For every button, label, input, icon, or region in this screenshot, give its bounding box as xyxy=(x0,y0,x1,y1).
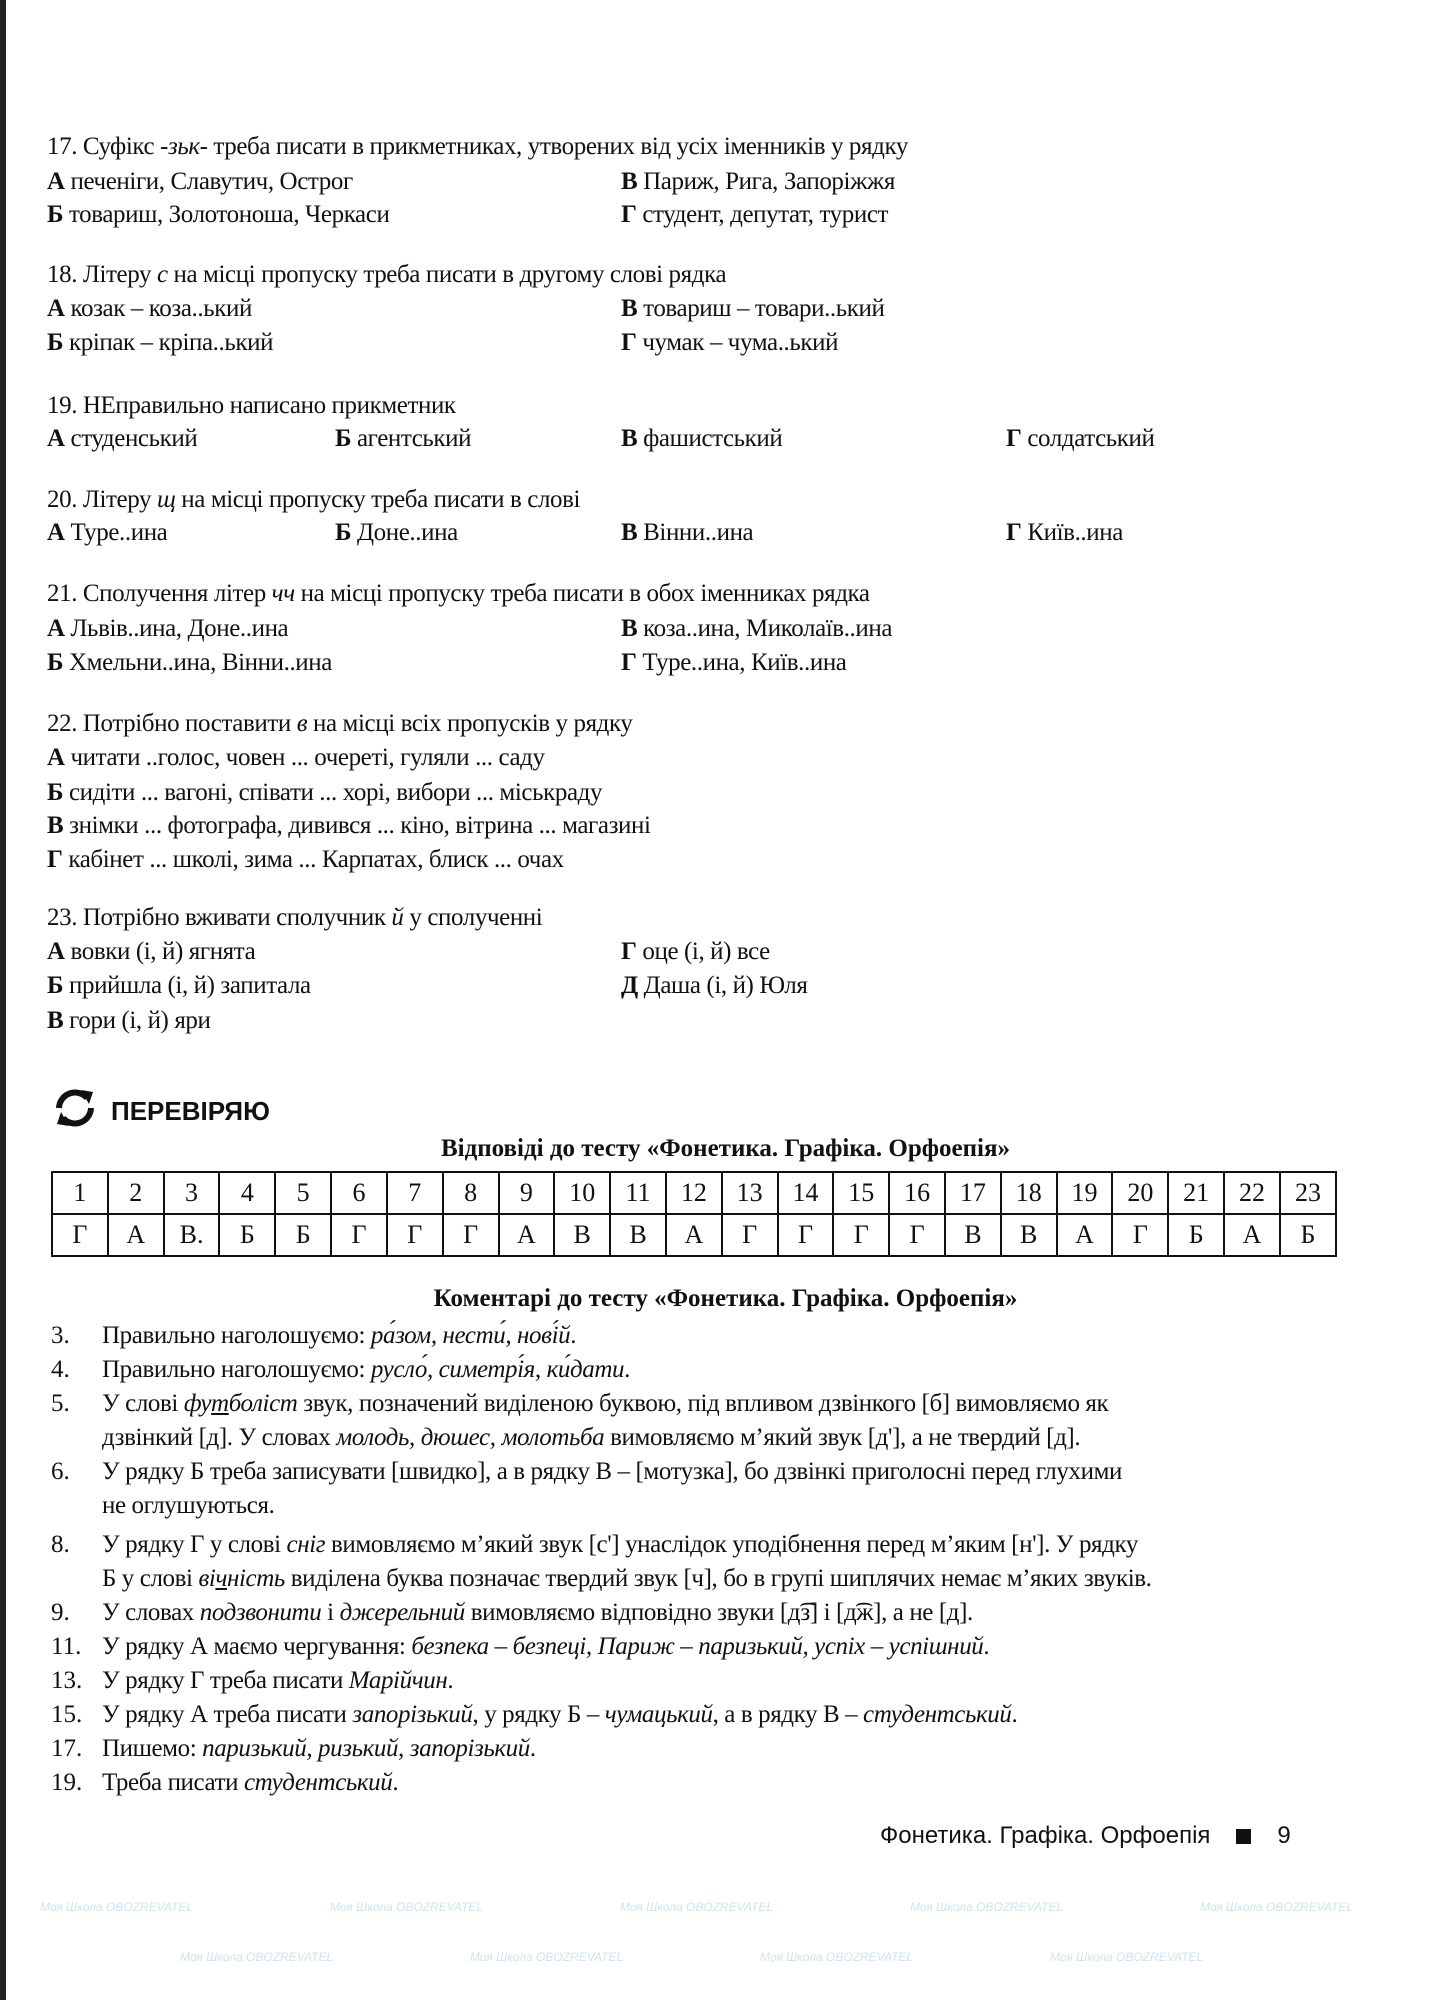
text-segment: на місці всіх пропусків у рядку xyxy=(307,710,633,737)
text-segment: . xyxy=(392,1769,399,1796)
watermark-text: Моя Школа OBOZREVATEL xyxy=(760,1950,914,1964)
text-segment: 19. НЕправильно написано прикметник xyxy=(47,392,456,419)
answer-number: 5 xyxy=(275,1172,331,1214)
answer-letter: А xyxy=(1224,1214,1280,1256)
text-segment: молодь, дюшес, молотьба xyxy=(336,1424,605,1451)
option-text: кріпак – кріпа..ький xyxy=(63,329,274,356)
comment-line xyxy=(102,1321,576,1351)
answer-option xyxy=(47,518,167,548)
text-segment: русло́, симетрі́я, ки́дати xyxy=(370,1356,625,1383)
option-letter: Г xyxy=(621,201,637,228)
text-segment: У слові xyxy=(102,1390,184,1417)
text-segment: на місці пропуску треба писати в слові xyxy=(175,486,581,513)
answer-letter: Б xyxy=(1280,1214,1336,1256)
option-letter: В xyxy=(621,425,638,452)
option-letter: Б xyxy=(47,649,64,676)
option-letter: Г xyxy=(621,329,637,356)
underlined-letter: ч xyxy=(215,1565,227,1592)
answer-letter: Г xyxy=(778,1214,834,1256)
answer-number: 15 xyxy=(833,1172,889,1214)
text-segment: джерельний xyxy=(339,1599,465,1626)
comment-number: 3. xyxy=(51,1322,70,1349)
option-letter: В xyxy=(621,168,638,195)
option-letter: Д xyxy=(621,972,638,999)
comment-line xyxy=(102,1530,1138,1560)
option-text: Вінни..ина xyxy=(637,519,754,546)
answer-option xyxy=(621,937,770,967)
text-segment: , а в рядку В – xyxy=(712,1701,864,1728)
watermark-text: Моя Школа OBOZREVATEL xyxy=(1200,1900,1354,1914)
answer-number: 8 xyxy=(443,1172,499,1214)
option-text: агентський xyxy=(351,425,472,452)
text-segment: У рядку Б треба записувати [швидко], а в рядку В – [мотузка], бо дзвінкі приголосні перед глухими xyxy=(102,1458,1122,1485)
answer-option xyxy=(1006,424,1155,454)
page-footer xyxy=(880,1822,1291,1850)
answer-option xyxy=(47,424,197,454)
option-text: Даша (і, й) Юля xyxy=(637,972,808,999)
square-bullet-icon xyxy=(1236,1829,1251,1844)
option-text: студенський xyxy=(64,425,198,452)
text-segment: вимовляємо відповідно звуки [д͡з] і [д͡ж], а не [д]. xyxy=(464,1599,973,1626)
answer-option xyxy=(621,648,847,678)
comments-title: Коментарі до тесту «Фонетика. Графіка. Орфоепія» xyxy=(433,1285,1018,1312)
answer-number: 16 xyxy=(889,1172,945,1214)
answer-letter: Г xyxy=(1112,1214,1168,1256)
answer-letter: Б xyxy=(1168,1214,1224,1256)
answer-option xyxy=(47,743,545,773)
answer-option xyxy=(47,1006,211,1036)
underlined-letter: т xyxy=(211,1390,229,1417)
refresh-cycle-icon xyxy=(51,1086,99,1137)
option-text: Київ..ина xyxy=(1021,519,1123,546)
answer-option xyxy=(47,778,602,808)
question-stem xyxy=(47,260,726,290)
answer-number: 10 xyxy=(554,1172,610,1214)
text-segment xyxy=(211,1390,229,1417)
option-letter: А xyxy=(47,295,65,322)
check-heading xyxy=(51,1086,270,1137)
comment-number: 5. xyxy=(51,1390,70,1417)
option-letter: Б xyxy=(47,972,64,999)
comment-line xyxy=(102,1666,453,1696)
option-letter: А xyxy=(47,938,65,965)
option-letter: В xyxy=(621,295,638,322)
answer-letter: Г xyxy=(443,1214,499,1256)
check-heading-label: ПЕРЕВІРЯЮ xyxy=(111,1096,270,1126)
answer-option xyxy=(47,845,564,875)
option-text: Львів..ина, Доне..ина xyxy=(64,615,289,642)
text-segment: У рядку А треба писати xyxy=(102,1701,353,1728)
text-segment: чч xyxy=(271,580,295,607)
answer-option xyxy=(47,167,353,197)
comment-line xyxy=(102,1423,1080,1453)
text-segment: й xyxy=(391,904,404,931)
answer-number: 20 xyxy=(1112,1172,1168,1214)
comment-number: 19. xyxy=(51,1769,83,1796)
answers-title: Відповіді до тесту «Фонетика. Графіка. Орфоепія» xyxy=(440,1135,1011,1162)
answer-option xyxy=(335,424,471,454)
answer-number: 1 xyxy=(52,1172,108,1214)
text-segment: вимовляємо м’який звук [д'], а не твердий [д]. xyxy=(604,1424,1081,1451)
text-segment: не оглушуються. xyxy=(102,1492,275,1519)
option-letter: Б xyxy=(335,425,352,452)
answers-numbers-row xyxy=(52,1172,1336,1214)
text-segment: , у рядку Б – xyxy=(472,1701,605,1728)
option-text: вовки (і, й) ягнята xyxy=(64,938,256,965)
text-segment: Марійчин xyxy=(348,1667,448,1694)
text-segment: . xyxy=(1011,1701,1018,1728)
text-segment xyxy=(215,1565,227,1592)
option-text: гори (і, й) яри xyxy=(63,1007,211,1034)
option-text: Париж, Рига, Запоріжжя xyxy=(637,168,895,195)
text-segment: студентський xyxy=(863,1701,1012,1728)
text-segment: с xyxy=(156,261,168,288)
option-text: Доне..ина xyxy=(351,519,458,546)
option-text: чумак – чума..ький xyxy=(636,329,839,356)
option-text: прийшла (і, й) запитала xyxy=(63,972,311,999)
option-text: читати ..голос, човен ... очереті, гуляли ... саду xyxy=(64,744,545,771)
answer-option xyxy=(621,200,888,230)
watermark-text: Моя Школа OBOZREVATEL xyxy=(910,1900,1064,1914)
comment-line xyxy=(102,1700,1017,1730)
option-letter: Г xyxy=(621,938,637,965)
text-segment: 23. Потрібно вживати сполучник xyxy=(47,904,392,931)
text-segment: 21. Сполучення літер xyxy=(47,580,272,607)
option-text: Хмельни..ина, Вінни..ина xyxy=(63,649,332,676)
comment-line xyxy=(102,1734,536,1764)
answer-letter: А xyxy=(499,1214,555,1256)
option-letter: Б xyxy=(47,779,64,806)
text-segment: щ xyxy=(156,486,176,513)
text-segment: Пишемо: xyxy=(102,1735,203,1762)
text-segment: - треба писати в прикметниках, утворених від усіх іменників у рядку xyxy=(199,133,908,160)
answer-number: 21 xyxy=(1168,1172,1224,1214)
answer-number: 14 xyxy=(778,1172,834,1214)
answer-option xyxy=(47,937,255,967)
answers-table xyxy=(51,1171,1337,1257)
comment-line xyxy=(102,1389,1108,1419)
answer-letter: А xyxy=(1057,1214,1113,1256)
answers-letters-row xyxy=(52,1214,1336,1256)
text-segment: боліст xyxy=(228,1390,298,1417)
answer-option xyxy=(621,328,838,358)
page-number: 9 xyxy=(1277,1822,1291,1849)
answer-number: 12 xyxy=(666,1172,722,1214)
option-text: кабінет ... школі, зима ... Карпатах, блиск ... очах xyxy=(62,846,564,873)
watermark-text: Моя Школа OBOZREVATEL xyxy=(180,1950,334,1964)
option-text: Туре..ина xyxy=(64,519,168,546)
answer-number: 6 xyxy=(331,1172,387,1214)
watermark-text: Моя Школа OBOZREVATEL xyxy=(470,1950,624,1964)
option-text: товариш – товари..ький xyxy=(637,295,885,322)
answer-letter: Г xyxy=(52,1214,108,1256)
question-stem xyxy=(47,579,870,609)
option-text: студент, депутат, турист xyxy=(636,201,889,228)
question-stem xyxy=(47,132,908,162)
answer-option xyxy=(47,971,311,1001)
answer-number: 13 xyxy=(722,1172,778,1214)
watermark-text: Моя Школа OBOZREVATEL xyxy=(40,1900,194,1914)
answer-number: 19 xyxy=(1057,1172,1113,1214)
answer-number: 23 xyxy=(1280,1172,1336,1214)
text-segment: ність xyxy=(226,1565,285,1592)
answer-option xyxy=(47,294,252,324)
text-segment: . xyxy=(570,1322,577,1349)
answer-option xyxy=(47,811,651,841)
answer-letter: Б xyxy=(275,1214,331,1256)
option-text: товариш, Золотоноша, Черкаси xyxy=(63,201,390,228)
answer-option xyxy=(621,971,807,1001)
option-letter: Г xyxy=(1006,425,1022,452)
text-segment: Правильно наголошуємо: xyxy=(102,1356,371,1383)
answer-letter: Г xyxy=(387,1214,443,1256)
option-letter: А xyxy=(47,168,65,195)
option-letter: А xyxy=(47,744,65,771)
text-segment: безпека – безпеці, Париж – паризький, успіх – успішний xyxy=(411,1633,984,1660)
comment-line xyxy=(102,1768,398,1798)
text-segment: . xyxy=(529,1735,536,1762)
comment-number: 17. xyxy=(51,1735,83,1762)
question-stem xyxy=(47,903,542,933)
comment-line xyxy=(102,1457,1122,1487)
text-segment: . xyxy=(624,1356,630,1383)
question-stem xyxy=(47,391,456,421)
answer-number: 9 xyxy=(499,1172,555,1214)
option-letter: А xyxy=(47,519,65,546)
answer-number: 11 xyxy=(610,1172,666,1214)
comment-line xyxy=(102,1598,973,1628)
text-segment: студентський xyxy=(243,1769,393,1796)
answer-number: 7 xyxy=(387,1172,443,1214)
answer-option xyxy=(47,328,273,358)
answer-option xyxy=(621,614,892,644)
answer-letter: Г xyxy=(833,1214,889,1256)
option-letter: В xyxy=(47,812,64,839)
answer-option xyxy=(47,200,389,230)
answer-number: 17 xyxy=(945,1172,1001,1214)
text-segment: на місці пропуску треба писати в другому слові рядка xyxy=(167,261,727,288)
text-segment: У рядку Г у слові xyxy=(102,1531,287,1558)
option-letter: Б xyxy=(47,201,64,228)
answer-number: 3 xyxy=(164,1172,220,1214)
option-letter: А xyxy=(47,425,65,452)
text-segment: . xyxy=(447,1667,454,1694)
option-text: коза..ина, Миколаїв..ина xyxy=(637,615,893,642)
text-segment: Треба писати xyxy=(102,1769,244,1796)
question-stem xyxy=(47,709,633,739)
text-segment: 20. Літеру xyxy=(47,486,157,513)
answer-letter: Г xyxy=(722,1214,778,1256)
answer-letter: А xyxy=(666,1214,722,1256)
option-text: фашистський xyxy=(637,425,783,452)
answer-option xyxy=(621,167,895,197)
text-segment: 17. Суфікс - xyxy=(47,133,168,160)
answer-letter: В. xyxy=(164,1214,220,1256)
text-segment: 18. Літеру xyxy=(47,261,157,288)
text-segment: в xyxy=(296,710,308,737)
text-segment: дзвінкий [д]. У словах xyxy=(102,1424,337,1451)
option-letter: В xyxy=(621,615,638,642)
answer-letter: В xyxy=(945,1214,1001,1256)
option-text: козак – коза..ький xyxy=(64,295,252,322)
option-letter: А xyxy=(47,615,65,642)
text-segment: паризький, ризький, запорізький xyxy=(202,1735,530,1762)
comment-number: 11. xyxy=(51,1633,82,1660)
answer-letter: Г xyxy=(331,1214,387,1256)
answer-option xyxy=(621,518,753,548)
answer-letter: В xyxy=(554,1214,610,1256)
text-segment: чумацький xyxy=(604,1701,713,1728)
text-segment: запорізький xyxy=(352,1701,473,1728)
text-segment: 22. Потрібно поставити xyxy=(47,710,297,737)
answer-letter: В xyxy=(1001,1214,1057,1256)
text-segment: у сполученні xyxy=(403,904,543,931)
comment-line xyxy=(102,1564,1152,1594)
answer-letter: В xyxy=(610,1214,666,1256)
option-letter: В xyxy=(621,519,638,546)
answer-letter: Б xyxy=(219,1214,275,1256)
comment-number: 6. xyxy=(51,1458,70,1485)
comment-number: 4. xyxy=(51,1356,70,1383)
option-text: печеніги, Славутич, Острог xyxy=(64,168,353,195)
answer-option xyxy=(335,518,458,548)
text-segment: на місці пропуску треба писати в обох іменниках рядка xyxy=(294,580,870,607)
comment-line xyxy=(102,1355,630,1385)
watermark-text: Моя Школа OBOZREVATEL xyxy=(330,1900,484,1914)
comment-number: 9. xyxy=(51,1599,70,1626)
option-text: Туре..ина, Київ..ина xyxy=(636,649,847,676)
answer-option xyxy=(1006,518,1123,548)
text-segment: зьк xyxy=(167,133,200,160)
answer-option xyxy=(621,294,884,324)
answer-option xyxy=(621,424,782,454)
answer-number: 4 xyxy=(219,1172,275,1214)
text-segment: подзвонити xyxy=(199,1599,322,1626)
text-segment: і xyxy=(321,1599,340,1626)
option-text: солдатський xyxy=(1021,425,1155,452)
text-segment: сніг xyxy=(286,1531,326,1558)
option-text: оце (і, й) все xyxy=(636,938,770,965)
question-stem xyxy=(47,485,580,515)
answer-option xyxy=(47,614,288,644)
text-segment: У рядку Г треба писати xyxy=(102,1667,349,1694)
option-letter: Г xyxy=(47,846,63,873)
text-segment: Б у слові xyxy=(102,1565,199,1592)
text-segment: фу xyxy=(183,1390,212,1417)
option-letter: В xyxy=(47,1007,64,1034)
comment-number: 15. xyxy=(51,1701,83,1728)
answer-letter: Г xyxy=(889,1214,945,1256)
option-letter: Б xyxy=(335,519,352,546)
comment-number: 8. xyxy=(51,1531,70,1558)
text-segment: . xyxy=(983,1633,990,1660)
answer-letter: А xyxy=(108,1214,164,1256)
answer-number: 2 xyxy=(108,1172,164,1214)
comment-line xyxy=(102,1632,989,1662)
text-segment: вимовляємо м’який звук [с'] унаслідок уподібнення перед м’яким [н']. У рядку xyxy=(325,1531,1138,1558)
comment-line xyxy=(102,1491,274,1521)
text-segment: ві xyxy=(198,1565,216,1592)
text-segment: Правильно наголошуємо: xyxy=(102,1322,371,1349)
option-letter: Б xyxy=(47,329,64,356)
footer-section: Фонетика. Графіка. Орфоепія xyxy=(880,1822,1211,1849)
text-segment: У рядку А маємо чергування: xyxy=(102,1633,412,1660)
answer-number: 18 xyxy=(1001,1172,1057,1214)
text-segment: виділена буква позначає твердий звук [ч], бо в групі шиплячих немає м’яких звуків. xyxy=(284,1565,1152,1592)
answer-option xyxy=(47,648,332,678)
watermark-text: Моя Школа OBOZREVATEL xyxy=(1050,1950,1204,1964)
option-letter: Г xyxy=(1006,519,1022,546)
watermark-text: Моя Школа OBOZREVATEL xyxy=(620,1900,774,1914)
comment-number: 13. xyxy=(51,1667,83,1694)
answer-number: 22 xyxy=(1224,1172,1280,1214)
scan-edge xyxy=(0,0,6,2000)
text-segment: звук, позначений виділеною буквою, під впливом дзвінкого [б] вимовляємо як xyxy=(297,1390,1109,1417)
option-letter: Г xyxy=(621,649,637,676)
option-text: знімки ... фотографа, дивився ... кіно, вітрина ... магазині xyxy=(63,812,651,839)
text-segment: У словах xyxy=(102,1599,200,1626)
option-text: сидіти ... вагоні, співати ... хорі, вибори ... міськраду xyxy=(63,779,603,806)
text-segment: ра́зом, нести́, нові́й xyxy=(370,1322,571,1349)
